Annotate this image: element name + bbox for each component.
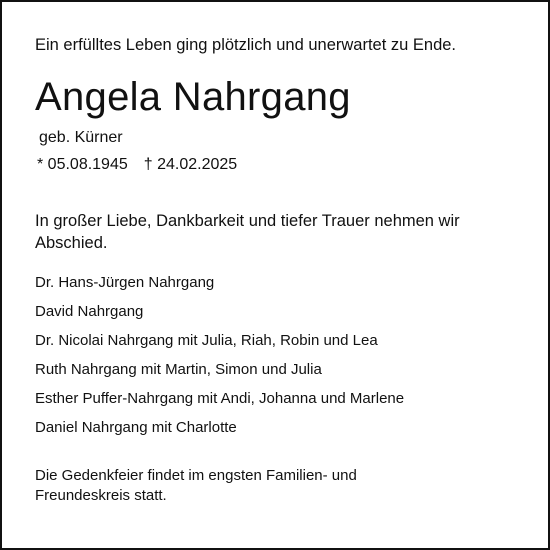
farewell-text: In großer Liebe, Dankbarkeit und tiefer Trauer nehmen wir Abschied. xyxy=(35,212,460,252)
maiden-name: geb. Kürner xyxy=(39,129,123,146)
mourner-item: Daniel Nahrgang mit Charlotte xyxy=(35,419,237,436)
death-date: † 24.02.2025 xyxy=(143,156,238,173)
birth-date: * 05.08.1945 xyxy=(37,156,128,173)
mourner-item: Dr. Nicolai Nahrgang mit Julia, Riah, Robin und Lea xyxy=(35,332,378,349)
intro-text: Ein erfülltes Leben ging plötzlich und unerwartet zu Ende. xyxy=(35,36,457,54)
mourners-list xyxy=(35,273,528,437)
deceased-name: Angela Nahrgang xyxy=(35,75,351,119)
mourner-item: Dr. Hans-Jürgen Nahrgang xyxy=(35,274,215,291)
notice-content xyxy=(35,34,528,506)
mourner-item: Esther Puffer-Nahrgang mit Andi, Johanna und Marlene xyxy=(35,390,405,407)
life-dates xyxy=(37,154,528,176)
ceremony-note: Die Gedenkfeier findet im engsten Familien- und Freundeskreis statt. xyxy=(35,467,357,504)
mourner-item: Ruth Nahrgang mit Martin, Simon und Julia xyxy=(35,361,322,378)
mourner-item: David Nahrgang xyxy=(35,303,144,320)
